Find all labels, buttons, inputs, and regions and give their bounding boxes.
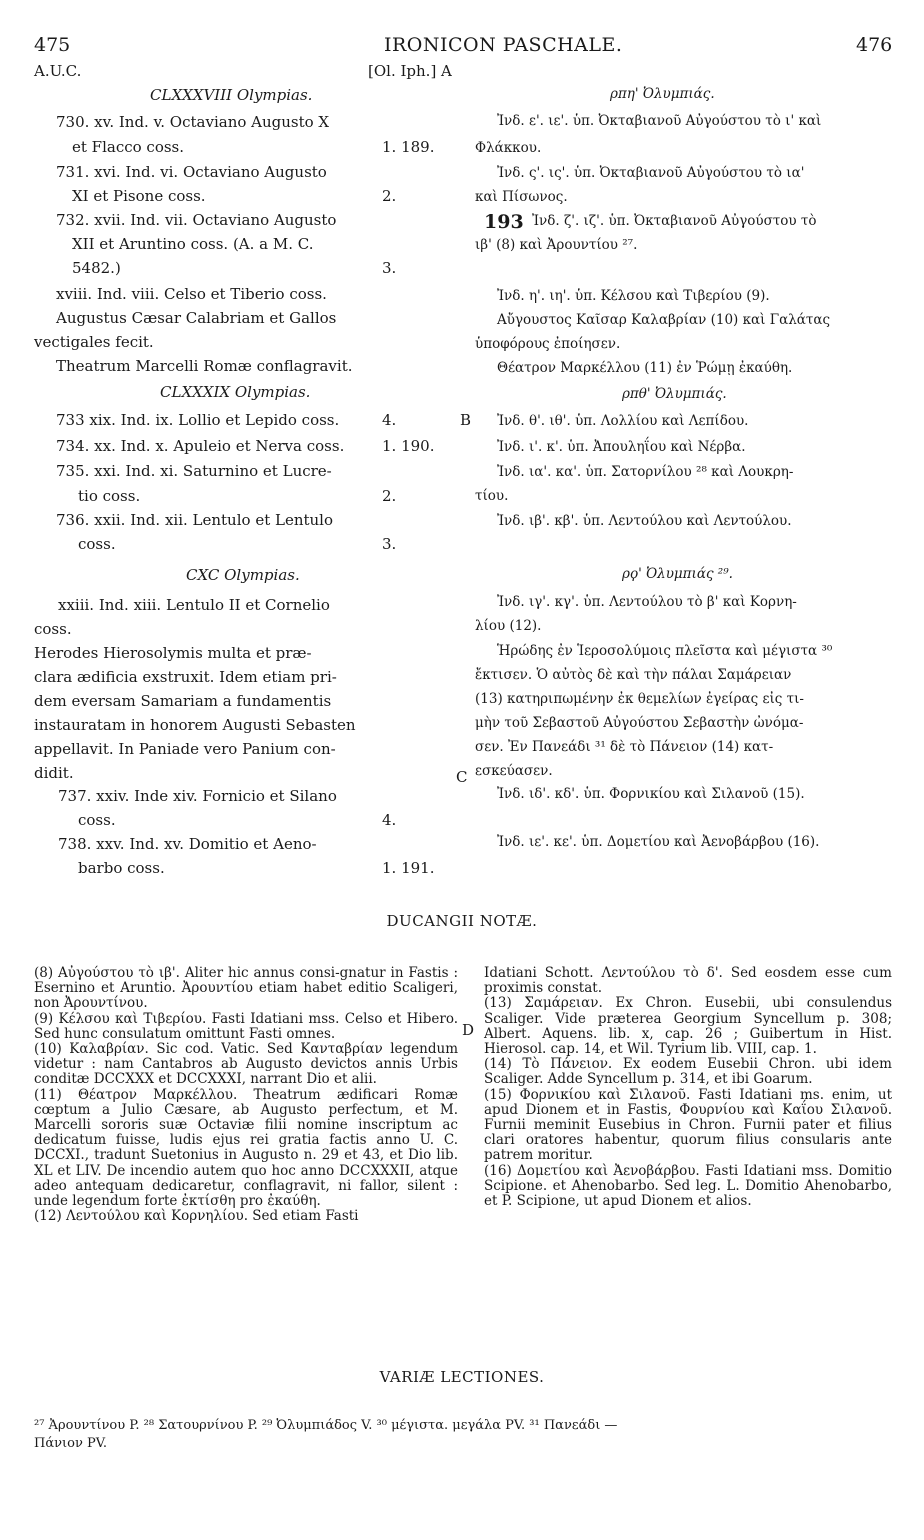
footnote: (11) Θέατρον Μαρκέλλου. Theatrum ædificari Romæ cœptum a Julio Cæsare, ab Augusto perfectum, et M. Marcelli sororis suæ Octaviæ filii nomine inscriptum ac dedicatum fuisse, ludis ejus rei gratia factis anno U. C. DCCXI., tradunt Suetonius in Augusto n. 29 et 43, et Dio lib. XL et LIV. De incendio autem quo hoc anno DCCXXXII, atque adeo antequam dedicaretur, conflagravit, ni fallor, silent : unde legendum forte ἐκτίσθη pro ἐκαύθη. <box>34 1086 458 1210</box>
olympiad-heading: CLXXXVIII Olympias. <box>150 86 313 104</box>
text-line: Ἰνδ. ιγ'. κγ'. ὑπ. Λεντούλου τὸ β' καὶ Κορνη- <box>497 594 797 610</box>
text-line: εσκεύασεν. <box>475 763 553 779</box>
footnote: (15) Φορνικίου καὶ Σιλανοῦ. Fasti Idatiani ms. enim, ut apud Dionem et in Fastis, Φουρνίου καὶ Καΐου Σιλανοῦ. Furnii meminit Eusebius in Chron. Furnii pater et filius clari oratores habentur, quorum filius consularis ante patrem moritur. <box>484 1086 892 1164</box>
text-line: 735. xxi. Ind. xi. Saturnino et Lucre- <box>56 462 332 480</box>
text-line: 732. xvii. Ind. vii. Octaviano Augusto <box>56 211 337 229</box>
text-line: coss. <box>78 535 116 553</box>
notes-left-column <box>34 966 458 1224</box>
text-line: 736. xxii. Ind. xii. Lentulo et Lentulo <box>56 511 334 529</box>
text-line: Θέατρον Μαρκέλλου (11) ἐν Ῥώμῃ ἐκαύθη. <box>497 360 793 376</box>
text-line: 731. xvi. Ind. vi. Octaviano Augusto <box>56 163 327 181</box>
text-line: 738. xxv. Ind. xv. Domitio et Aeno- <box>58 835 317 853</box>
text-line: σεν. Ἐν Πανεάδι ³¹ δὲ τὸ Πάνειον (14) κατ- <box>475 739 774 755</box>
text-line: coss. <box>34 620 72 638</box>
text-line: Αὔγουστος Καῖσαρ Καλαβρίαν (10) καὶ Γαλάτας <box>497 312 831 328</box>
text-line: Herodes Hierosolymis multa et præ- <box>34 644 312 662</box>
margin-letter-d: D <box>462 1021 475 1039</box>
olympiad-year: 2. <box>382 187 397 205</box>
margin-page-number: 193 <box>484 211 524 233</box>
text-line: Ἰνδ. θ'. ιθ'. ὑπ. Λολλίου καὶ Λεπίδου. <box>497 413 749 429</box>
page-number-left: 475 <box>34 34 71 56</box>
text-line: didit. <box>34 764 74 782</box>
page-number-right: 476 <box>856 34 893 56</box>
text-line: coss. <box>78 811 116 829</box>
text-line: Ἡρώδης ἐν Ἱεροσολύμοις πλεῖστα καὶ μέγιστα ³⁰ <box>497 643 833 659</box>
olympiad-heading: CXC Olympias. <box>186 566 300 584</box>
olympiad-year: 1. 190. <box>382 437 435 455</box>
text-line: μὴν τοῦ Σεβαστοῦ Αὐγούστου Σεβαστὴν ὠνόμα- <box>475 715 804 731</box>
text-line: et Flacco coss. <box>72 138 185 156</box>
variant-line: ²⁷ Ἀρουντίνου P. ²⁸ Σατουρνίνου P. ²⁹ Ὀλυμπιάδος V. ³⁰ μέγιστα. μεγάλα PV. ³¹ Πανεάδι — <box>34 1418 618 1433</box>
footnote: Idatiani Schott. Λεντούλου τὸ δ'. Sed eosdem esse cum proximis constat. <box>484 965 892 997</box>
margin-letter-c: C <box>456 768 468 786</box>
olympiad-year: 1. 191. <box>382 859 435 877</box>
text-line: vectigales fecit. <box>34 333 154 351</box>
text-line: λίου (12). <box>475 618 542 634</box>
olympiad-bracket: [Ol. Iph.] A <box>368 62 452 80</box>
olympiad-heading: ρϙ' Ὀλυμπιάς ²⁹. <box>622 566 733 582</box>
olympiad-year: 4. <box>382 411 397 429</box>
text-line: Ἰνδ. ιδ'. κδ'. ὑπ. Φορνικίου καὶ Σιλανοῦ (15). <box>497 786 805 802</box>
auc-label: A.U.C. <box>34 62 82 80</box>
footnote: (9) Κέλσου καὶ Τιβερίου. Fasti Idatiani mss. Celso et Hibero. Sed hunc consulatum omittunt Fasti omnes. <box>34 1010 458 1042</box>
text-line: XI et Pisone coss. <box>72 187 206 205</box>
text-line: Augustus Cæsar Calabriam et Gallos <box>56 309 337 327</box>
variant-line: Πάνιον PV. <box>34 1436 107 1451</box>
text-line: ὑποφόρους ἐποίησεν. <box>475 336 621 352</box>
text-line: καὶ Πίσωνος. <box>475 189 568 205</box>
text-line: barbo coss. <box>78 859 165 877</box>
olympiad-year: 2. <box>382 487 397 505</box>
footnote: (10) Καλαβρίαν. Sic cod. Vatic. Sed Κανταβρίαν legendum videtur : nam Cantabros ab Augusto devictos annis Urbis conditæ DCCXXX et DCCXXXI, narrant Dio et alii. <box>34 1041 458 1088</box>
text-line: xviii. Ind. viii. Celso et Tiberio coss. <box>56 285 327 303</box>
text-line: τίου. <box>475 488 509 504</box>
text-line: Theatrum Marcelli Romæ conflagravit. <box>56 357 353 375</box>
footnote: (16) Δομετίου καὶ Ἀενοβάρβου. Fasti Idatiani mss. Domitio Scipione. et Ahenobarbo. Sed leg. L. Domitio Ahenobarbo, et P. Scipione, ut apud Dionem et alios. <box>484 1162 892 1210</box>
text-line: appellavit. In Paniade vero Panium con- <box>34 740 336 758</box>
text-line: Ἰνδ. ζ'. ιζ'. ὑπ. Ὀκταβιανοῦ Αὐγούστου τὸ <box>532 213 817 229</box>
text-line: ἔκτισεν. Ὁ αὐτὸς δὲ καὶ τὴν πάλαι Σαμάρειαν <box>475 667 792 683</box>
text-line: XII et Aruntino coss. (A. a M. C. <box>72 235 314 253</box>
text-line: Φλάκκου. <box>475 140 542 156</box>
variae-heading: VARIÆ LECTIONES. <box>379 1368 545 1386</box>
olympiad-heading: ρπθ' Ὀλυμπιάς. <box>622 386 727 402</box>
text-line: ιβ' (8) καὶ Ἀρουντίου ²⁷. <box>475 237 638 253</box>
text-line: 734. xx. Ind. x. Apuleio et Nerva coss. <box>56 437 345 455</box>
text-line: xxiii. Ind. xiii. Lentulo II et Cornelio <box>58 596 330 614</box>
text-line: 733 xix. Ind. ix. Lollio et Lepido coss. <box>56 411 340 429</box>
text-line: Ἰνδ. ια'. κα'. ὑπ. Σατορνίλου ²⁸ καὶ Λουκρη- <box>497 464 794 480</box>
text-line: Ἰνδ. η'. ιη'. ὑπ. Κέλσου καὶ Τιβερίου (9). <box>497 288 770 304</box>
text-line: Ἰνδ. ε'. ιε'. ὑπ. Ὀκταβιανοῦ Αὐγούστου τὸ ι' καὶ <box>497 113 822 129</box>
text-line: Ἰνδ. ς'. ις'. ὑπ. Ὀκταβιανοῦ Αὐγούστου τὸ ια' <box>497 165 805 181</box>
text-line: clara ædificia exstruxit. Idem etiam pri- <box>34 668 337 686</box>
text-line: 5482.) <box>72 259 121 277</box>
text-line: tio coss. <box>78 487 141 505</box>
notes-right-column <box>484 966 892 1209</box>
text-line: Ἰνδ. ιε'. κε'. ὑπ. Δομετίου καὶ Ἀενοβάρβου (16). <box>497 834 820 850</box>
olympiad-heading: ρπη' Ὀλυμπιάς. <box>610 86 715 102</box>
notes-heading: DUCANGII NOTÆ. <box>386 912 538 930</box>
text-line: instauratam in honorem Augusti Sebasten <box>34 716 356 734</box>
olympiad-year: 3. <box>382 535 397 553</box>
text-line: 730. xv. Ind. v. Octaviano Augusto X <box>56 113 330 131</box>
text-line: Ἰνδ. ι'. κ'. ὑπ. Ἀπουληΐου καὶ Νέρβα. <box>497 439 746 455</box>
footnote: (14) Τὸ Πάνειον. Ex eodem Eusebii Chron. ubi idem Scaliger. Adde Syncellum p. 314, et ibi Goarum. <box>484 1056 892 1088</box>
olympiad-year: 1. 189. <box>382 138 435 156</box>
text-line: Ἰνδ. ιβ'. κβ'. ὑπ. Λεντούλου καὶ Λεντούλου. <box>497 513 792 529</box>
olympiad-year: 3. <box>382 259 397 277</box>
text-line: (13) κατηριπωμένην ἐκ θεμελίων ἐγείρας εἰς τι- <box>475 691 804 707</box>
text-line: 737. xxiv. Inde xiv. Fornicio et Silano <box>58 787 337 805</box>
footnote: (13) Σαμάρειαν. Ex Chron. Eusebii, ubi consulendus Scaliger. Vide præterea Georgium Syncellum p. 308; Albert. Aquens. lib. x, cap. 26 ; Guibertum in Hist. Hierosol. cap. 14, et Wil. Tyrium lib. VIII, cap. 1. <box>484 995 892 1058</box>
text-line: dem eversam Samariam a fundamentis <box>34 692 332 710</box>
footnote: (12) Λεντούλου καὶ Κορνηλίου. Sed etiam Fasti <box>34 1208 359 1225</box>
running-title: IRONICON PASCHALE. <box>384 34 623 56</box>
footnote: (8) Αὐγούστου τὸ ιβ'. Aliter hic annus consi-gnatur in Fastis : Esernino et Aruntio. Ἀρουντίου etiam habet editio Scaligeri, non Ἀρουντίνου. <box>34 965 458 1012</box>
margin-letter-b: B <box>460 411 472 429</box>
olympiad-heading: CLXXXIX Olympias. <box>160 383 311 401</box>
olympiad-year: 4. <box>382 811 397 829</box>
